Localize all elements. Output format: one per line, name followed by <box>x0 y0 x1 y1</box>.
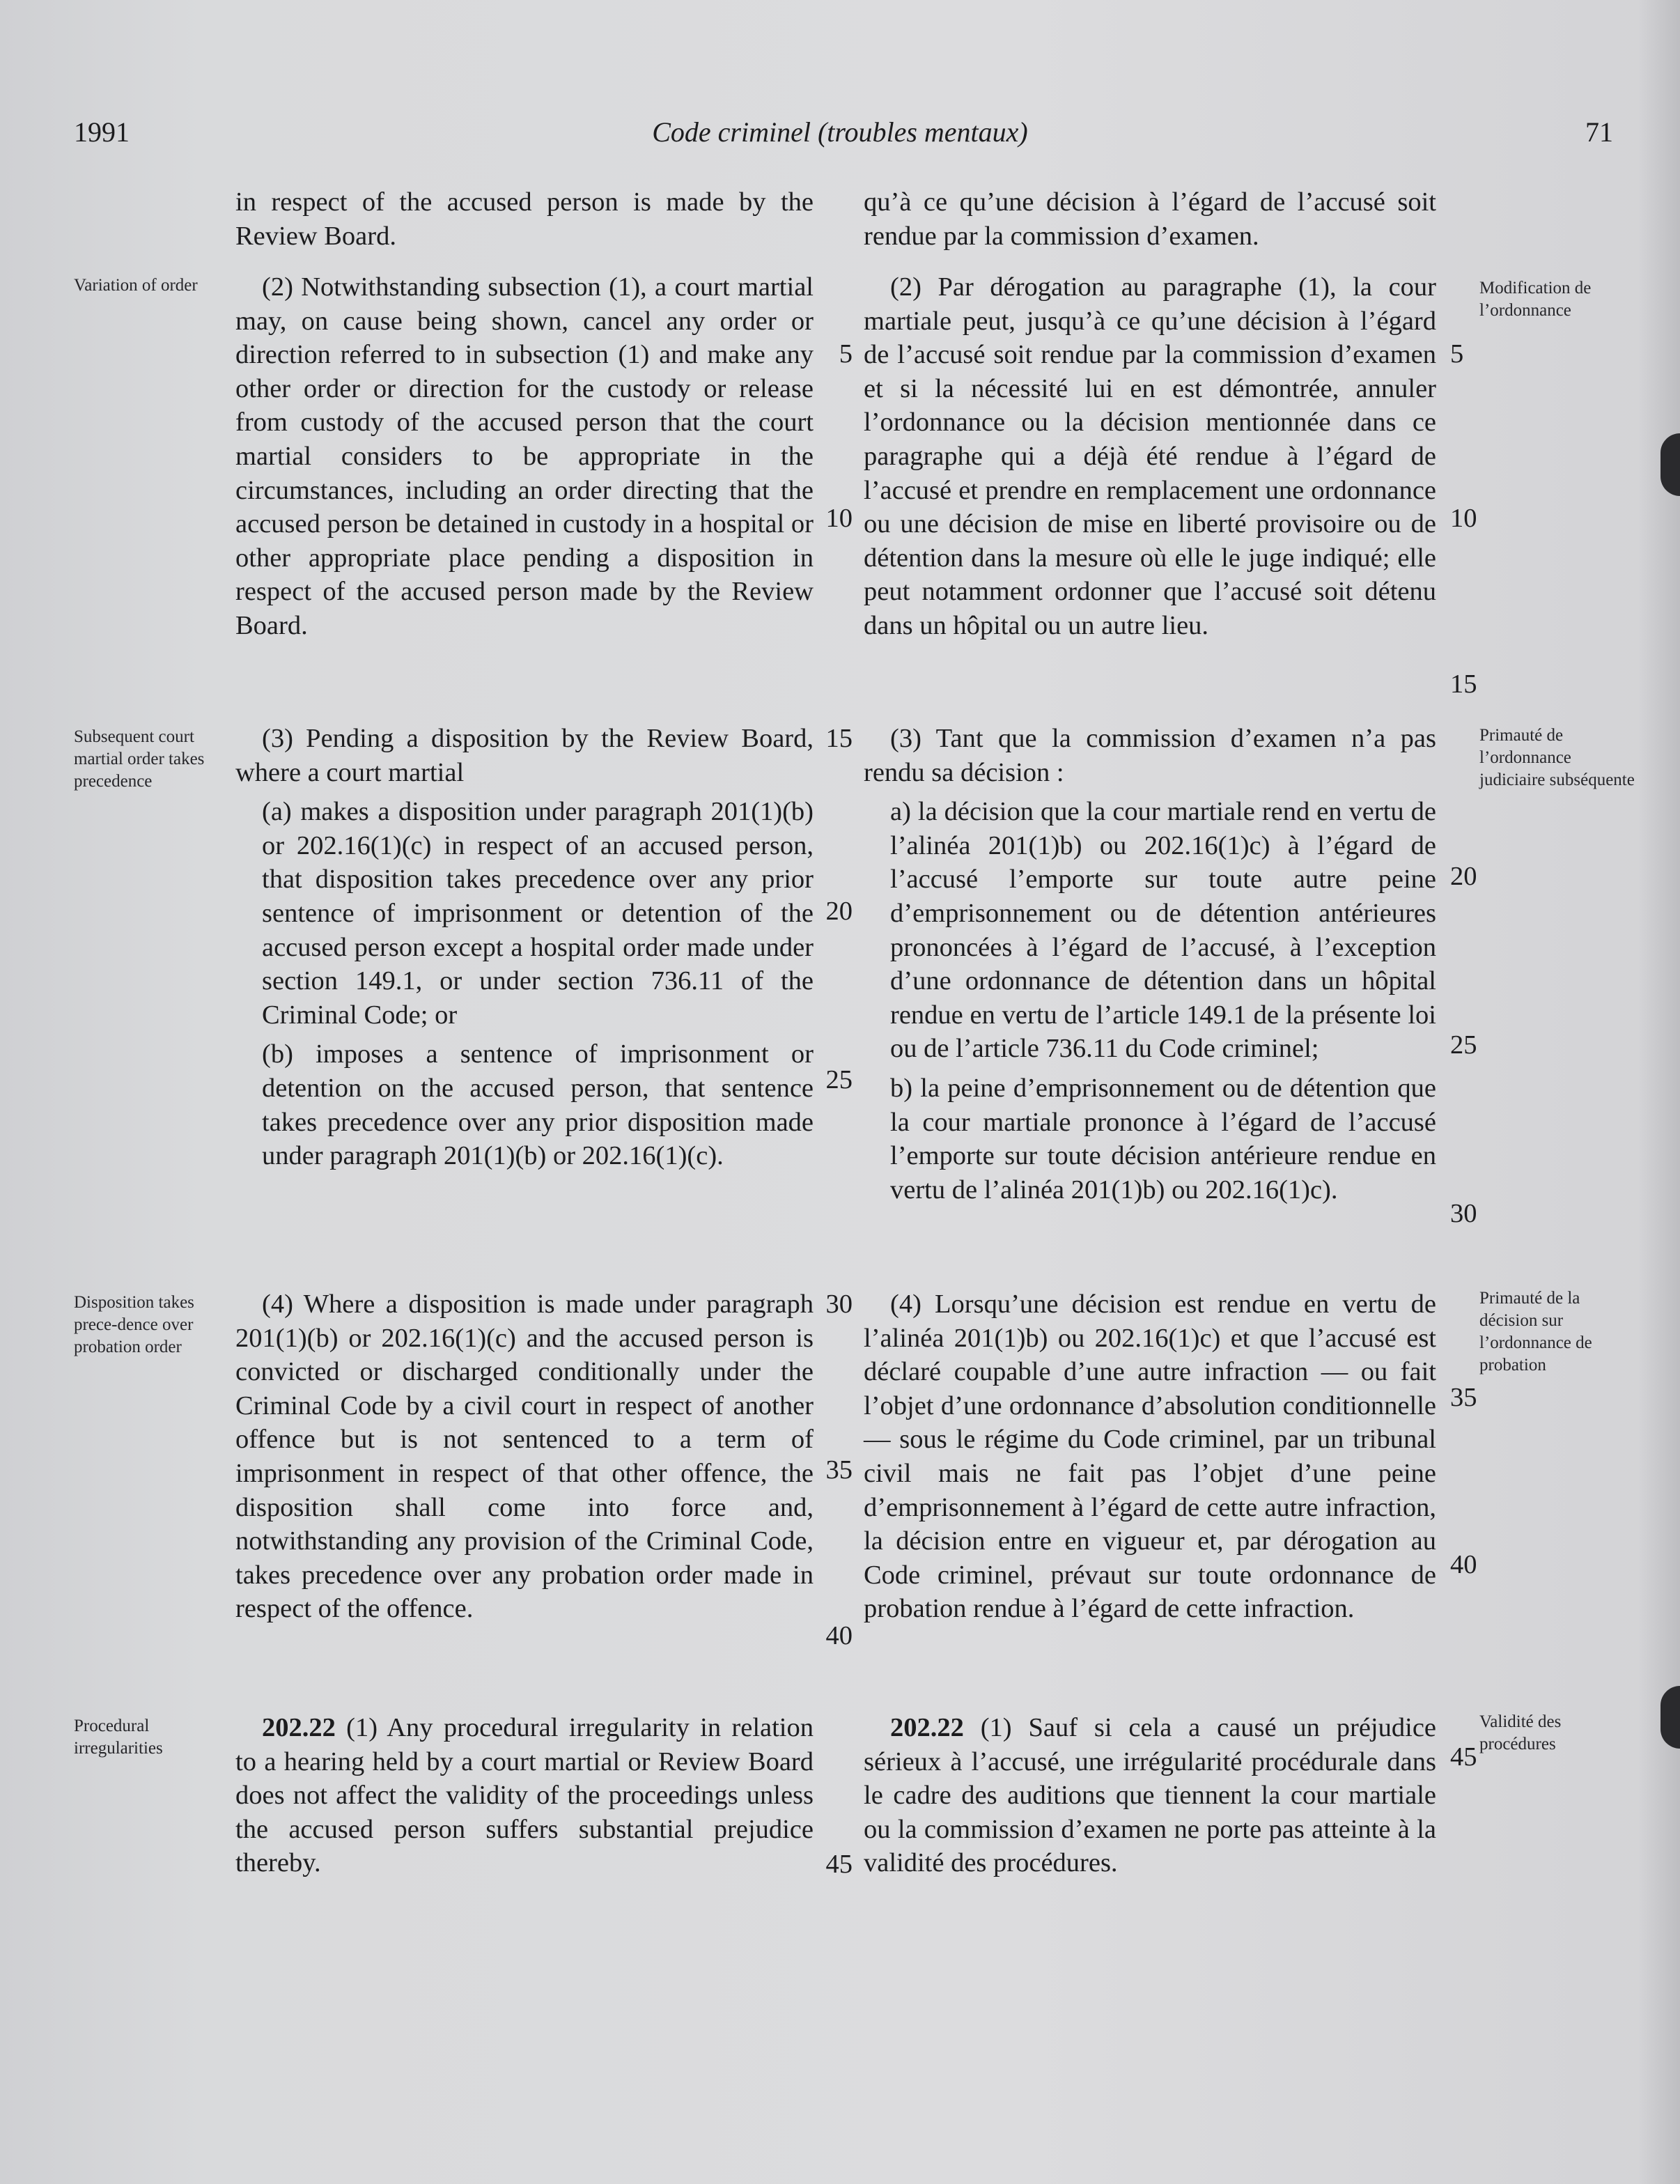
line-number: 10 <box>825 504 853 533</box>
line-number: 5 <box>1450 339 1464 369</box>
line-number: 10 <box>1450 504 1477 533</box>
en-subsection-4: (4) Where a disposition is made under paragraph 201(1)(b) or 202.16(1)(c) and the accused person is convicted or discharged conditionally under the Criminal Code by a civil court in respect of another offence but is not sentenced to a term of imprisonment in respect of that other offence, the disposition shall come into force and, notwithstanding any provision of the Criminal Code, takes precedence over any probation order made in respect of the offence. <box>235 1290 814 1624</box>
margin-note-variation: Variation of order <box>74 276 198 295</box>
english-column <box>235 1711 814 1880</box>
line-number: 45 <box>1450 1742 1477 1772</box>
line-number: 15 <box>825 724 853 753</box>
page-number: 71 <box>1585 116 1613 148</box>
en-intro: in respect of the accused person is made by the Review Board. <box>235 187 814 251</box>
margin-note-primaute-judiciaire: Primauté de l’ordonnance judiciaire subséquente <box>1479 726 1635 789</box>
line-number: 40 <box>825 1621 853 1650</box>
fr-subsection-4: (4) Lorsqu’une décision est rendue en vertu de l’alinéa 201(1)b) ou 202.16(1)c) et que l’accusé est déclaré coupable d’une autre infraction — ou fait l’objet d’une ordonnance d’absolution conditionnelle — sous le régime du Code criminel, par un tribunal civil mais ne fait pas l’objet d’une peine d’emprisonnement à l’égard de cette autre infraction, la décision entre en vigueur et, par dérogation au Code criminel, prévaut sur toute ordonnance de probation rendue à l’égard de cette infraction. <box>864 1290 1436 1624</box>
line-number: 5 <box>839 339 853 369</box>
line-number: 30 <box>1450 1199 1477 1228</box>
english-column <box>235 1287 814 1626</box>
line-number: 20 <box>825 897 853 926</box>
line-number: 25 <box>825 1065 853 1094</box>
line-number: 20 <box>1450 862 1477 891</box>
en-paragraph-b: (b) imposes a sentence of imprisonment or detention on the accused person, that sentence takes precedence over any prior disposition made under paragraph 201(1)(b) or 202.16(1)(c). <box>262 1039 814 1171</box>
fr-paragraph-a: a) la décision que la cour martiale rend en vertu de l’alinéa 201(1)b) ou 202.16(1)c) à l’égard de l’accusé l’emporte sur toute autre peine d’emprisonnement ou de détention antérieures prononcées à l’égard de l’accusé, à l’exception d’une ordonnance de détention dans un hôpital rendue en vertu de l’article 149.1 de la présente loi ou de l’article 736.11 du Code criminel; <box>890 797 1436 1064</box>
line-number: 30 <box>825 1290 853 1319</box>
french-column <box>864 1711 1436 1880</box>
french-column <box>864 185 1436 253</box>
line-number: 40 <box>1450 1550 1477 1579</box>
header-title: Code criminel (troubles mentaux) <box>652 116 1028 148</box>
margin-note-procedural: Procedural irregularities <box>74 1717 163 1758</box>
page-edge-shadow <box>1638 0 1680 2184</box>
margin-note-validite: Validité des procédures <box>1479 1712 1562 1753</box>
fr-section-202-22: 202.22 (1) Sauf si cela a causé un préjudice sérieux à l’accusé, une irrégularité procédurale dans le cadre des auditions que tiennent la cour martiale ou la commission d’examen ne porte pas atteinte à la validité des procédures. <box>864 1713 1436 1878</box>
margin-note-modification: Modification de l’ordonnance <box>1479 279 1592 320</box>
margin-note-primaute-probation: Primauté de la décision sur l’ordonnance de probation <box>1479 1289 1592 1374</box>
line-number: 15 <box>1450 669 1477 699</box>
binder-tab <box>1660 1686 1680 1749</box>
en-paragraph-a: (a) makes a disposition under paragraph 201(1)(b) or 202.16(1)(c) in respect of an accused person, that disposition takes precedence over any prior sentence of imprisonment or detention of the accused person except a hospital order made under section 149.1, or under section 736.11 of the Criminal Code; or <box>262 797 814 1030</box>
english-column <box>235 270 814 643</box>
english-column <box>235 185 814 253</box>
fr-paragraph-b: b) la peine d’emprisonnement ou de détention que la cour martiale prononce à l’égard de l’accusé l’emporte sur toute décision antérieure rendue en vertu de l’alinéa 201(1)b) ou 202.16(1)c). <box>890 1073 1436 1205</box>
french-column <box>864 722 1436 1207</box>
header-year: 1991 <box>74 116 130 148</box>
margin-note-subsequent: Subsequent court martial order takes precedence <box>74 727 205 791</box>
fr-intro: qu’à ce qu’une décision à l’égard de l’accusé soit rendue par la commission d’examen. <box>864 187 1436 251</box>
line-number: 45 <box>825 1850 853 1879</box>
line-number: 35 <box>825 1455 853 1485</box>
fr-subsection-2: (2) Par dérogation au paragraphe (1), la cour martiale peut, jusqu’à ce qu’une décision à l’égard de l’accusé soit rendue par la commission d’examen et si la nécessité lui en est démontrée, annuler l’ordonnance ou la décision mentionnée dans ce paragraphe qui a déjà été rendue à l’égard de l’accusé et prendre en remplacement une ordonnance ou une décision de mise en liberté provisoire ou de détention dans la mesure où elle le juge indiqué; elle peut notamment ordonner que l’accusé soit détenu dans un hôpital ou un autre lieu. <box>864 272 1436 640</box>
binder-tab <box>1660 433 1680 496</box>
french-column <box>864 1287 1436 1626</box>
line-number: 35 <box>1450 1383 1477 1412</box>
margin-note-disposition: Disposition takes prece-dence over probation order <box>74 1293 194 1356</box>
en-subsection-3-lead: (3) Pending a disposition by the Review Board, where a court martial <box>235 724 814 787</box>
en-section-202-22: 202.22 (1) Any procedural irregularity in relation to a hearing held by a court martial or Review Board does not affect the validity of the proceedings unless the accused person suffers substantial prejudice thereby. <box>235 1713 814 1878</box>
en-section-number: 202.22 <box>262 1713 336 1742</box>
fr-subsection-3-lead: (3) Tant que la commission d’examen n’a pas rendu sa décision : <box>864 724 1436 787</box>
en-subsection-2: (2) Notwithstanding subsection (1), a court martial may, on cause being shown, cancel any order or direction referred to in subsection (1) and make any other order or direction for the custody or release from custody of the accused person that the court martial considers to be appropriate in the circumstances, including an order directing that the accused person be detained in custody in a hospital or other appropriate place pending a disposition in respect of the accused person made by the Review Board. <box>235 272 814 640</box>
french-column <box>864 270 1436 643</box>
line-number: 25 <box>1450 1030 1477 1060</box>
english-column <box>235 722 814 1173</box>
fr-section-number: 202.22 <box>890 1713 964 1742</box>
